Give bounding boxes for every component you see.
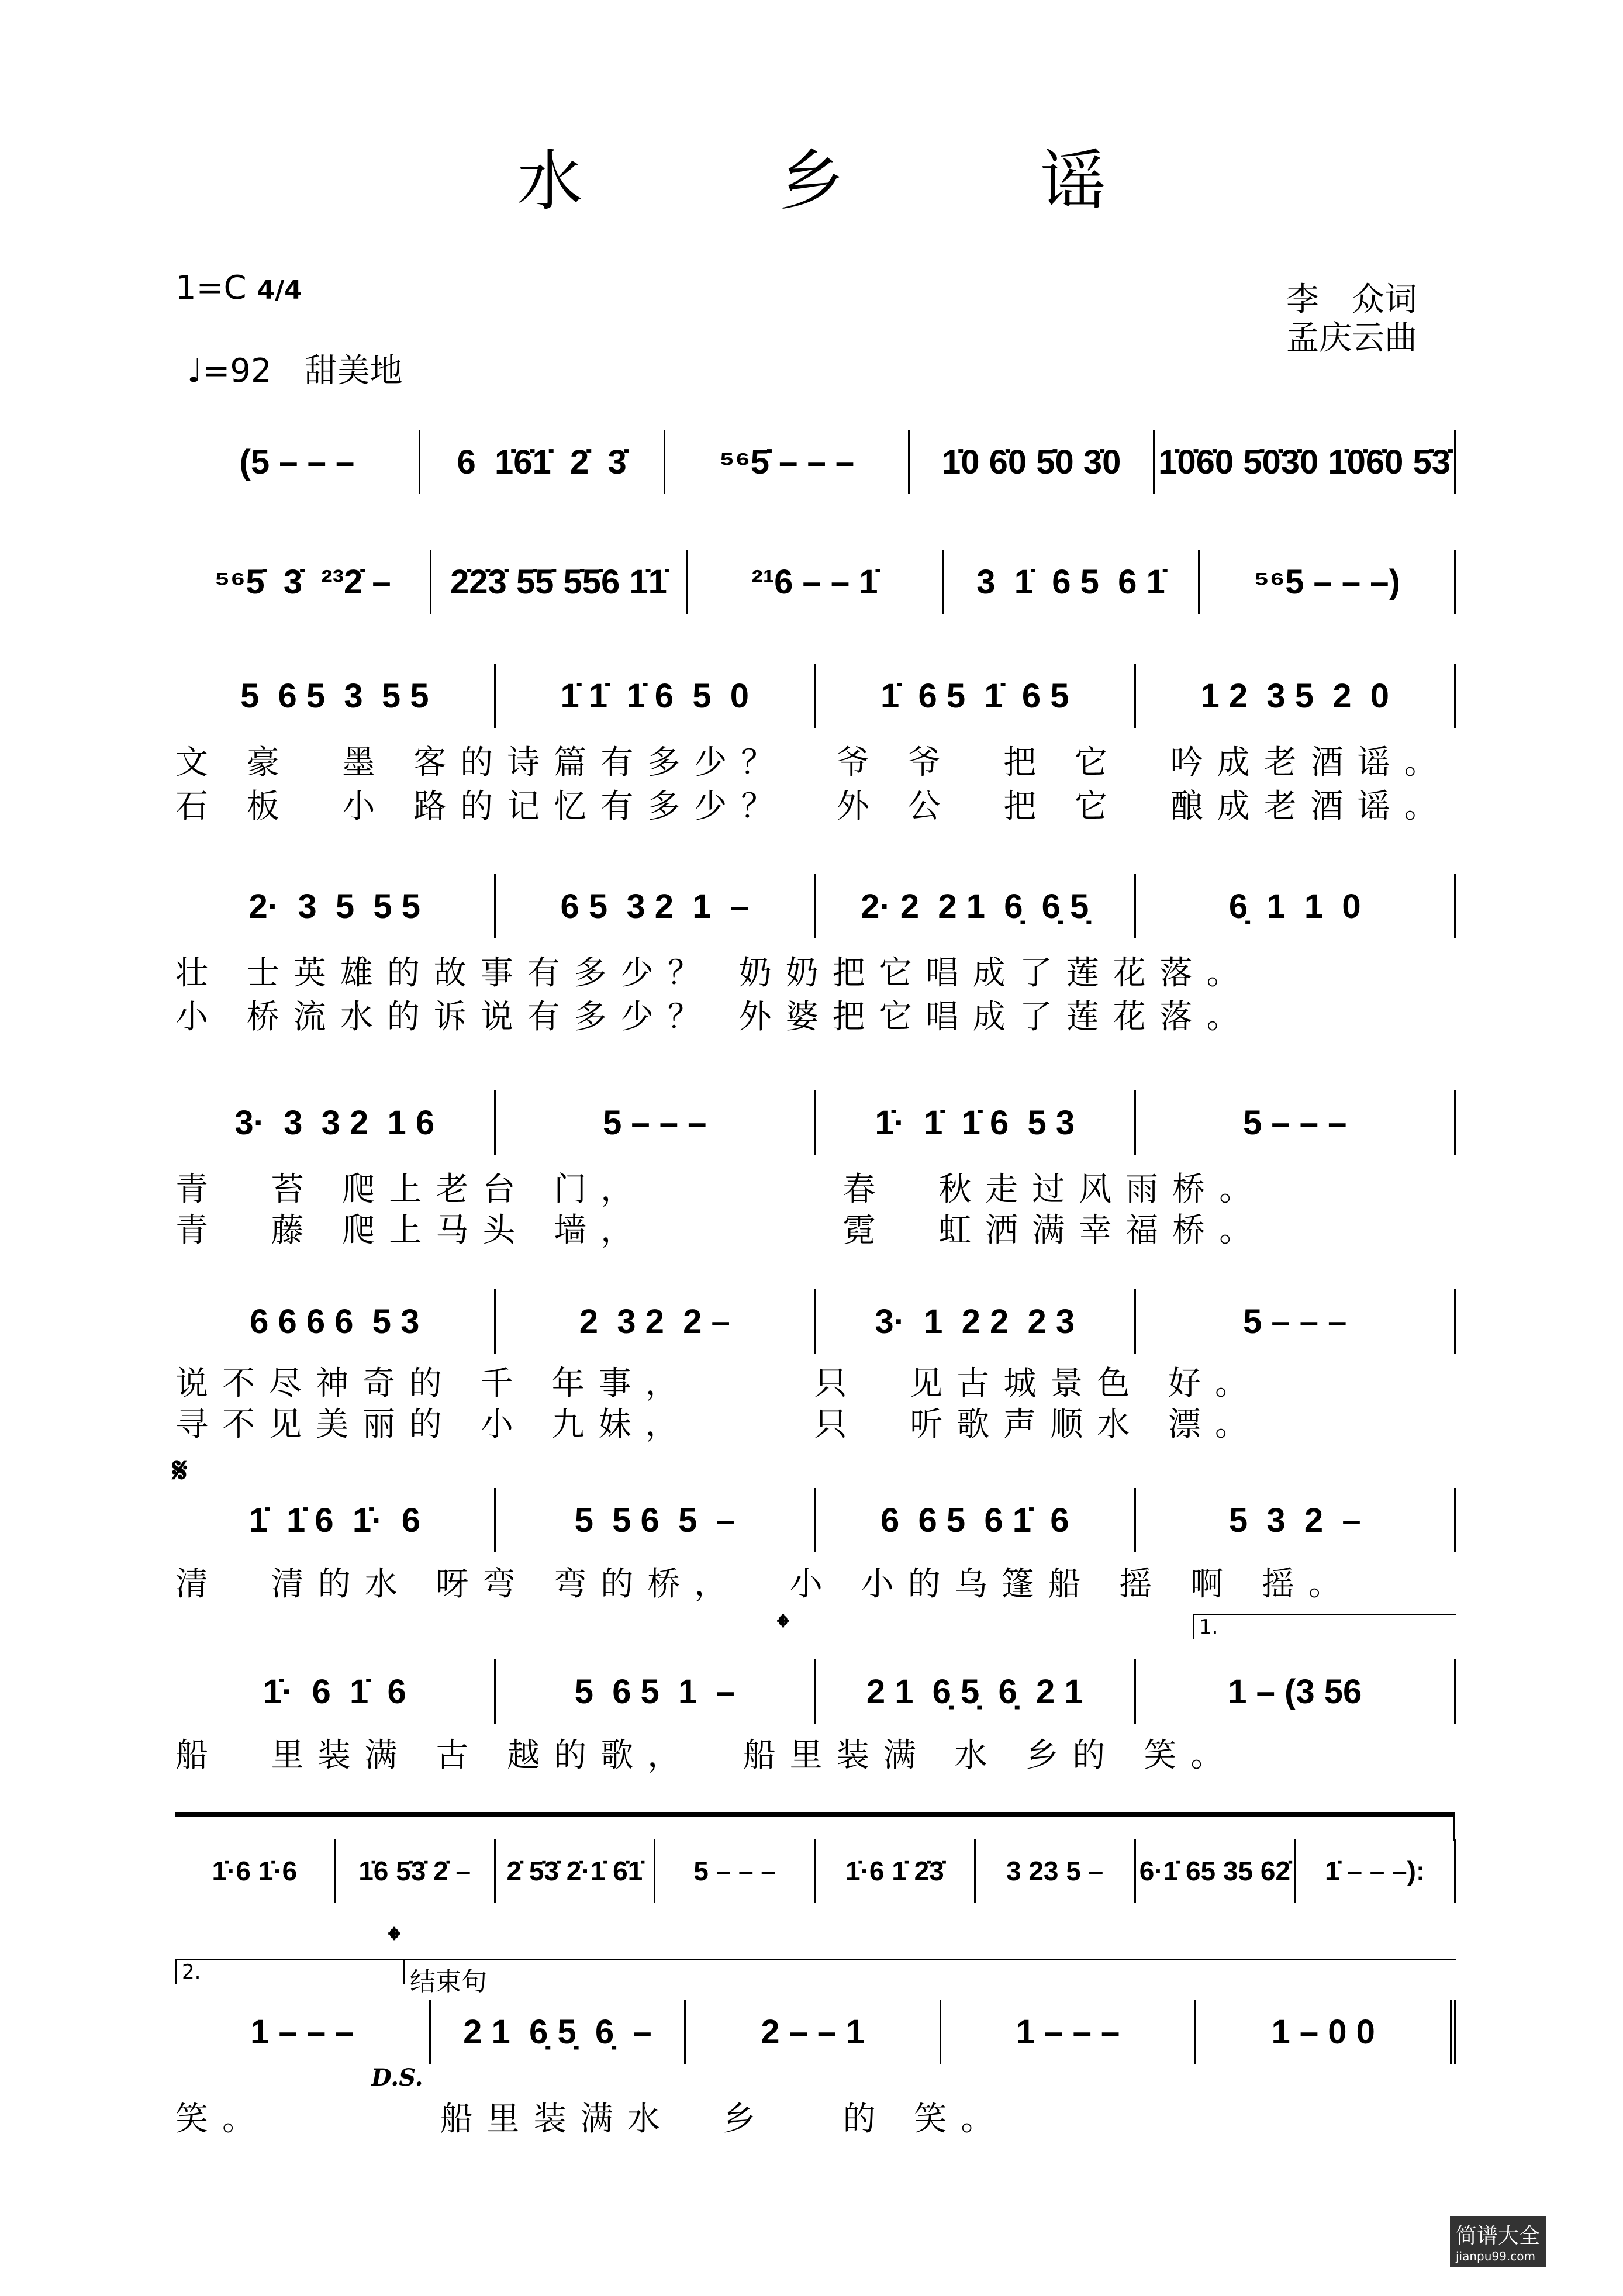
measure: 1̇ – – –):: [1296, 1839, 1456, 1903]
credits: [1286, 281, 1417, 358]
volta-2: 2.: [175, 1959, 404, 1984]
measure: 1 – 0 0: [1196, 2000, 1456, 2064]
measure: 5 – – –: [655, 1839, 816, 1903]
coda-icon-2: 𝄌: [389, 1921, 400, 1957]
system-10: [175, 2000, 1456, 2064]
page-title: 水 乡 谣: [517, 143, 1194, 219]
key: 1=C: [175, 269, 247, 307]
tempo-line: [187, 345, 403, 392]
measure: 1 – (3 56: [1136, 1659, 1456, 1724]
measure: 6 1̇6̇1̇ 2̇ 3̇: [420, 430, 665, 494]
system-8: [175, 1659, 1456, 1724]
measure: 5 6 5 1 –: [496, 1659, 816, 1724]
lyrics-line: 笑。 船里装满水 乡 的 笑。: [175, 2100, 1008, 2138]
ending-bracket: [403, 1959, 1456, 1997]
measure: ⁵⁶5̇ 3̇ ²³2̇ –: [175, 550, 431, 614]
lyrics-line: 小 桥流水的诉说有多少？ 外婆把它唱成了莲花落。: [175, 998, 1253, 1036]
measure: 3 1̇ 6 5 6 1̇: [944, 550, 1200, 614]
measure: 6 6 5 6 1̇ 6: [816, 1488, 1136, 1552]
ds-mark: D.S.: [371, 2064, 423, 2091]
measure: 1̇6 5̇3̇ 2̇ –: [336, 1839, 496, 1903]
lyrics-line: 青 苔 爬上老台 门， 春 秋走过风雨桥。: [175, 1171, 1266, 1209]
measure: 2 – – 1: [686, 2000, 941, 2064]
measure: 2 1 6̣ 5̣ 6̣ 2 1: [816, 1659, 1136, 1724]
measure: 2· 3 5 5 5: [175, 874, 496, 938]
system-7: [175, 1488, 1456, 1552]
watermark-brand: 简谱大全: [1456, 2224, 1541, 2248]
segno-icon: 𝄋: [172, 1450, 188, 1491]
measure: ²¹6 – – 1̇: [688, 550, 944, 614]
lyrics-line: 说不尽神奇的 千 年事， 只 见古城景色 好。: [175, 1365, 1262, 1403]
lyrics-line: 船 里装满 古 越的歌， 船里装满 水 乡的 笑。: [175, 1736, 1238, 1774]
measure: 2 3 2 2 –: [496, 1289, 816, 1354]
measure: 1 – – –: [941, 2000, 1197, 2064]
measure: 1̇· 6 1̇ 6: [175, 1659, 496, 1724]
measure: 6 5 3 2 1 –: [496, 874, 816, 938]
measure: 6 6 6 6 5 3: [175, 1289, 496, 1354]
volta-1: 1.: [1193, 1614, 1456, 1639]
lyrics-line: 清 清的水 呀弯 弯的桥， 小 小的乌篷船 摇 啊 摇。: [175, 1565, 1356, 1603]
measure: 5 – – –: [496, 1090, 816, 1155]
measure: 1 – – –: [175, 2000, 431, 2064]
time-signature: 4/4: [257, 275, 302, 305]
system-5: [175, 1090, 1456, 1155]
system-2: [175, 550, 1456, 614]
measure: 3· 1 2 2 2 3: [816, 1289, 1136, 1354]
measure: 1̇ 1̇ 1̇ 6 5 0: [496, 664, 816, 728]
ending-label: 结束句: [410, 1967, 487, 1997]
measure: (5 – – –: [175, 430, 420, 494]
measure: 1 2 3 5 2 0: [1136, 664, 1456, 728]
measure: 1̇ 1̇ 6 1̇· 6: [175, 1488, 496, 1552]
measure: 5 3 2 –: [1136, 1488, 1456, 1552]
lyrics-line: 壮 士英雄的故事有多少？ 奶奶把它唱成了莲花落。: [175, 954, 1253, 992]
expression: 甜美地: [304, 352, 403, 390]
measure: 3 23 5 –: [976, 1839, 1136, 1903]
system-6: [175, 1289, 1456, 1354]
measure: 1̇0̇6̇0 5̇0̇3̇0 1̇0̇6̇0 5̇3̇: [1155, 430, 1456, 494]
system-1: [175, 430, 1456, 494]
measure: 2̇2̇3̇ 5̇5̇ 5̇5̇6 1̇1̇: [431, 550, 688, 614]
measure: ⁵⁶5 – – –): [1200, 550, 1456, 614]
key-signature: [175, 269, 302, 307]
measure: 5 – – –: [1136, 1289, 1456, 1354]
system-4: [175, 874, 1456, 938]
measure: 2· 2 2 1 6̣ 6̣ 5̣: [816, 874, 1136, 938]
composer: 孟庆云曲: [1286, 319, 1417, 357]
measure: 5 5 6 5 –: [496, 1488, 816, 1552]
measure: 1̇· 1̇ 1̇ 6 5 3: [816, 1090, 1136, 1155]
lyrics-line: 文 豪 墨 客的诗篇有多少？ 爷 爷 把 它 吟成老酒谣。: [175, 744, 1451, 782]
measure: 5 – – –: [1136, 1090, 1456, 1155]
coda-icon: 𝄌: [778, 1608, 789, 1645]
system-9: [175, 1839, 1456, 1903]
measure: 1̇0 6̇0 5̇0 3̇0: [910, 430, 1155, 494]
measure: 1̇·6 1̇ 2̇3̇: [816, 1839, 976, 1903]
measure: 6̣ 1 1 0: [1136, 874, 1456, 938]
volta-line: [175, 1812, 1455, 1841]
measure: 3· 3 3 2 1 6: [175, 1090, 496, 1155]
lyrics-line: 青 藤 爬上马头 墙， 霓 虹洒满幸福桥。: [175, 1211, 1266, 1249]
lyrics-line: 寻不见美丽的 小 九妹， 只 听歌声顺水 漂。: [175, 1406, 1262, 1444]
measure: ⁵⁶5̇ – – –: [665, 430, 910, 494]
measure: 2̇ 5̇3̇ 2̇·1̇ 6̇1̇: [496, 1839, 656, 1903]
measure: 1̇·6 1̇·6: [175, 1839, 336, 1903]
watermark-logo: [1450, 2216, 1546, 2267]
measure: 5 6 5 3 5 5: [175, 664, 496, 728]
watermark-url: jianpu99.com: [1456, 2249, 1535, 2263]
lyricist: 李 众词: [1286, 281, 1417, 319]
tempo: ♩=92: [187, 352, 272, 390]
measure: 1̇ 6 5 1̇ 6 5: [816, 664, 1136, 728]
measure: 2 1 6̣ 5̣ 6̣ –: [431, 2000, 686, 2064]
system-3: [175, 664, 1456, 728]
measure: 6·1̇ 65 35 62̇: [1136, 1839, 1296, 1903]
lyrics-line: 石 板 小 路的记忆有多少？ 外 公 把 它 酿成老酒谣。: [175, 788, 1451, 826]
